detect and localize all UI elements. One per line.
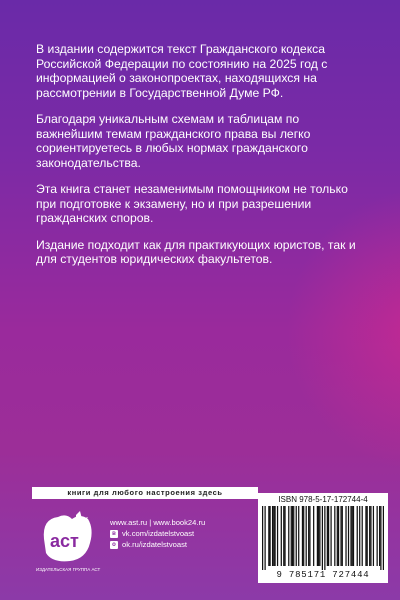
slogan-bar: книги для любого настроения здесь — [32, 487, 258, 499]
description-paragraph-1: В издании содержится текст Гражданского кодекса Российской Федерации по состоянию на 2025 год с информацией о законопроектах, находящихся на рассмотрении в Государственной Думе РФ. — [36, 42, 328, 100]
vk-row — [110, 528, 205, 539]
publisher-footer — [0, 477, 400, 600]
barcode-box — [258, 493, 388, 583]
description-paragraph-3: Эта книга станет незаменимым помощником не только при подготовке к экзамену, но и при разрешении гражданских споров. — [36, 182, 348, 225]
vk-icon: в — [110, 530, 118, 538]
ok-row — [110, 539, 205, 550]
sites-link[interactable]: www.ast.ru | www.book24.ru — [110, 518, 206, 527]
ast-logo — [36, 509, 101, 579]
logo-caption: ИЗДАТЕЛЬСКАЯ ГРУППА АСТ — [36, 567, 101, 572]
ean-digits: 9 785171 727444 — [276, 570, 370, 580]
description-text — [36, 42, 366, 279]
vk-link[interactable]: vk.com/izdatelstvoast — [122, 529, 195, 538]
description-paragraph-4: Издание подходит как для практикующих юристов, так и для студентов юридических факультетов. — [36, 237, 356, 266]
logo-text: аст — [50, 531, 79, 551]
barcode-bars — [262, 506, 384, 570]
isbn-text: ISBN 978-5-17-172744-4 — [278, 495, 368, 504]
ok-link[interactable]: ok.ru/izdatelstvoast — [122, 540, 187, 549]
ok-icon: о — [110, 541, 118, 549]
publisher-links — [110, 517, 205, 550]
ast-logo-icon — [36, 509, 96, 565]
sites-row — [110, 517, 205, 528]
description-paragraph-2: Благодаря уникальным схемам и таблицам по важнейшим темам гражданского права вы легко сориентируетесь в любых нормах гражданского законодательства. — [36, 112, 311, 170]
